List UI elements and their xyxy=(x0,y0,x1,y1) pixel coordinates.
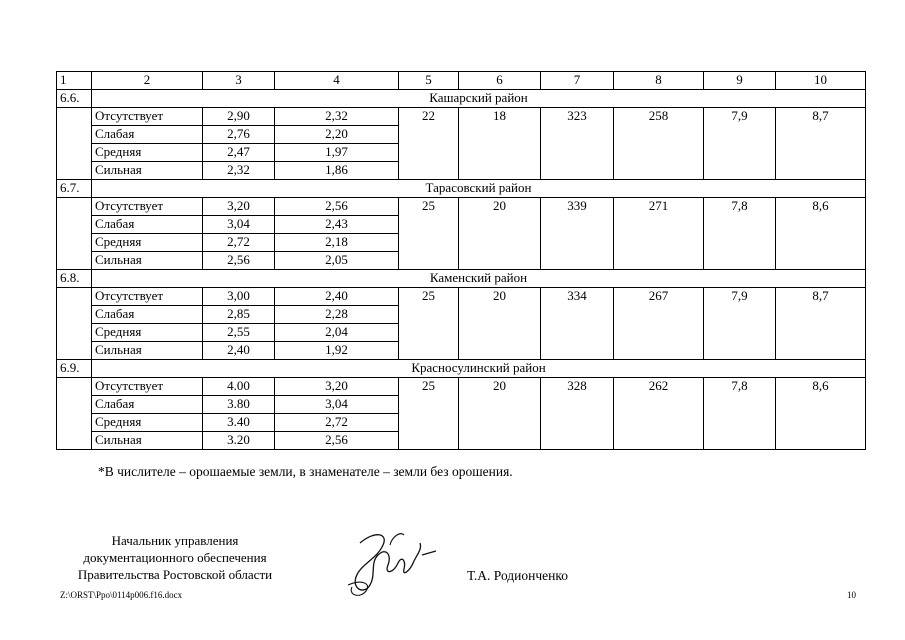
blank-cell xyxy=(57,378,92,450)
header-cell: 1 xyxy=(57,72,92,90)
value-cell: 1,97 xyxy=(275,144,399,162)
value-cell: 4.00 xyxy=(203,378,275,396)
header-cell: 4 xyxy=(275,72,399,90)
blank-cell xyxy=(57,198,92,270)
value-cell: 1,92 xyxy=(275,342,399,360)
value-cell: 2,56 xyxy=(203,252,275,270)
value-cell: 18 xyxy=(459,108,541,180)
table-row xyxy=(57,198,866,216)
value-cell: 7,9 xyxy=(704,108,776,180)
value-cell: 2,18 xyxy=(275,234,399,252)
header-cell: 3 xyxy=(203,72,275,90)
value-cell: 25 xyxy=(399,288,459,360)
value-cell: 2,56 xyxy=(275,432,399,450)
signatory-line: Правительства Ростовской области xyxy=(77,567,273,582)
value-cell: 25 xyxy=(399,198,459,270)
value-cell: 2,05 xyxy=(275,252,399,270)
value-cell: 22 xyxy=(399,108,459,180)
region-name: Красносулинский район xyxy=(92,360,866,378)
value-cell: 2,76 xyxy=(203,126,275,144)
erosion-level: Отсутствует xyxy=(92,198,203,216)
erosion-level: Отсутствует xyxy=(92,288,203,306)
handwritten-signature xyxy=(330,525,440,605)
section-number: 6.9. xyxy=(57,360,92,378)
table-row xyxy=(57,288,866,306)
value-cell: 2,72 xyxy=(203,234,275,252)
region-name: Каменский район xyxy=(92,270,866,288)
erosion-level: Слабая xyxy=(92,216,203,234)
value-cell: 2,32 xyxy=(203,162,275,180)
value-cell: 3,00 xyxy=(203,288,275,306)
section-number: 6.7. xyxy=(57,180,92,198)
value-cell: 20 xyxy=(459,198,541,270)
value-cell: 3.80 xyxy=(203,396,275,414)
value-cell: 2,55 xyxy=(203,324,275,342)
erosion-level: Слабая xyxy=(92,306,203,324)
value-cell: 262 xyxy=(614,378,704,450)
value-cell: 2,72 xyxy=(275,414,399,432)
value-cell: 3.40 xyxy=(203,414,275,432)
blank-cell xyxy=(57,288,92,360)
value-cell: 20 xyxy=(459,378,541,450)
value-cell: 25 xyxy=(399,378,459,450)
value-cell: 8,6 xyxy=(776,198,866,270)
value-cell: 2,85 xyxy=(203,306,275,324)
value-cell: 8,7 xyxy=(776,108,866,180)
value-cell: 323 xyxy=(541,108,614,180)
value-cell: 20 xyxy=(459,288,541,360)
value-cell: 7,8 xyxy=(704,378,776,450)
region-name: Кашарский район xyxy=(92,90,866,108)
data-table xyxy=(56,71,866,450)
footnote: *В числителе – орошаемые земли, в знаменателе – земли без орошения. xyxy=(98,464,513,479)
blank-cell xyxy=(57,108,92,180)
section-header-row xyxy=(57,360,866,378)
value-cell: 3,04 xyxy=(275,396,399,414)
erosion-level: Сильная xyxy=(92,162,203,180)
header-cell: 7 xyxy=(541,72,614,90)
header-cell: 8 xyxy=(614,72,704,90)
value-cell: 1,86 xyxy=(275,162,399,180)
value-cell: 328 xyxy=(541,378,614,450)
erosion-level: Сильная xyxy=(92,342,203,360)
erosion-level: Средняя xyxy=(92,144,203,162)
value-cell: 7,8 xyxy=(704,198,776,270)
value-cell: 339 xyxy=(541,198,614,270)
header-cell: 10 xyxy=(776,72,866,90)
value-cell: 3,04 xyxy=(203,216,275,234)
header-cell: 5 xyxy=(399,72,459,90)
header-cell: 2 xyxy=(92,72,203,90)
erosion-level: Сильная xyxy=(92,432,203,450)
page-number: 10 xyxy=(847,590,856,600)
value-cell: 3,20 xyxy=(275,378,399,396)
value-cell: 271 xyxy=(614,198,704,270)
value-cell: 2,56 xyxy=(275,198,399,216)
value-cell: 2,40 xyxy=(203,342,275,360)
signer-name: Т.А. Родионченко xyxy=(467,568,568,583)
signatory-line: документационного обеспечения xyxy=(83,550,267,565)
value-cell: 7,9 xyxy=(704,288,776,360)
value-cell: 8,6 xyxy=(776,378,866,450)
erosion-level: Средняя xyxy=(92,324,203,342)
value-cell: 334 xyxy=(541,288,614,360)
table-row xyxy=(57,108,866,126)
value-cell: 2,32 xyxy=(275,108,399,126)
value-cell: 2,47 xyxy=(203,144,275,162)
section-header-row xyxy=(57,90,866,108)
value-cell: 3,20 xyxy=(203,198,275,216)
region-name: Тарасовский район xyxy=(92,180,866,198)
section-header-row xyxy=(57,180,866,198)
section-header-row xyxy=(57,270,866,288)
value-cell: 2,04 xyxy=(275,324,399,342)
header-row xyxy=(57,72,866,90)
value-cell: 2,20 xyxy=(275,126,399,144)
value-cell: 2,28 xyxy=(275,306,399,324)
header-cell: 9 xyxy=(704,72,776,90)
value-cell: 2,43 xyxy=(275,216,399,234)
value-cell: 258 xyxy=(614,108,704,180)
value-cell: 2,90 xyxy=(203,108,275,126)
erosion-level: Отсутствует xyxy=(92,108,203,126)
value-cell: 2,40 xyxy=(275,288,399,306)
value-cell: 3.20 xyxy=(203,432,275,450)
erosion-level: Сильная xyxy=(92,252,203,270)
erosion-level: Средняя xyxy=(92,414,203,432)
section-number: 6.8. xyxy=(57,270,92,288)
file-path: Z:\ORST\Ppo\0114p006.f16.docx xyxy=(60,590,183,600)
signatory-title xyxy=(60,532,290,583)
signatory-line: Начальник управления xyxy=(111,533,239,548)
erosion-level: Слабая xyxy=(92,126,203,144)
erosion-level: Слабая xyxy=(92,396,203,414)
value-cell: 8,7 xyxy=(776,288,866,360)
header-cell: 6 xyxy=(459,72,541,90)
erosion-level: Средняя xyxy=(92,234,203,252)
value-cell: 267 xyxy=(614,288,704,360)
erosion-level: Отсутствует xyxy=(92,378,203,396)
section-number: 6.6. xyxy=(57,90,92,108)
table-row xyxy=(57,378,866,396)
